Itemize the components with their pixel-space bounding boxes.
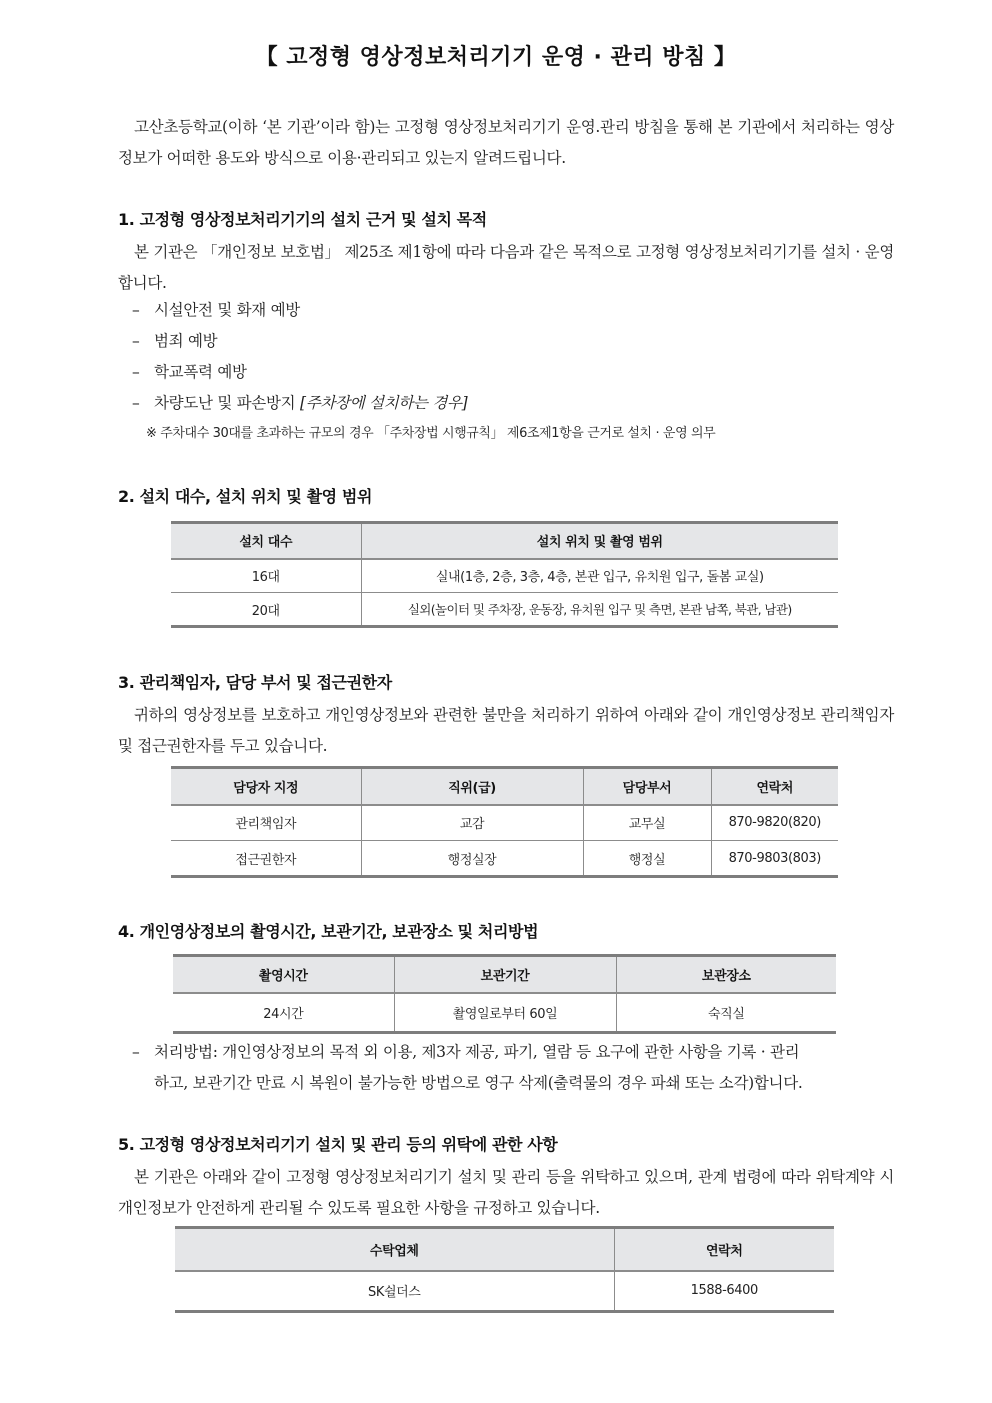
section-1-heading: 1. 고정형 영상정보처리기기의 설치 근거 및 설치 목적 — [118, 210, 487, 229]
column-header: 보관장소 — [616, 956, 836, 993]
table-cell: 실외(놀이터 및 주차장, 운동장, 유치원 입구 및 측면, 본관 남쪽, 북관, 남관) — [361, 593, 838, 627]
purpose-text: 시설안전 및 화재 예방 — [154, 301, 300, 319]
purpose-item — [132, 357, 247, 388]
section-2-heading: 2. 설치 대수, 설치 위치 및 촬영 범위 — [118, 487, 373, 506]
dash-icon: – — [132, 394, 140, 412]
table-cell: 실내(1층, 2층, 3층, 4층, 본관 입구, 유치원 입구, 돌봄 교실) — [361, 559, 838, 593]
dash-icon: – — [132, 332, 140, 350]
dash-icon: – — [132, 1043, 140, 1061]
section-3-heading: 3. 관리책임자, 담당 부서 및 접근권한자 — [118, 673, 392, 692]
table-cell: 행정실장 — [361, 841, 583, 877]
section-5-body: 본 기관은 아래와 같이 고정형 영상정보처리기기 설치 및 관리 등을 위탁하고 있으며, 관계 법령에 따라 위탁계약 시 개인정보가 안전하게 관리될 수 있도록 필요한 사항을 규정하고 있습니다. — [118, 1168, 894, 1217]
installation-table — [171, 521, 838, 628]
intro-paragraph: 고산초등학교(이하 ‘본 기관’이라 함)는 고정형 영상정보처리기기 운영.관리 방침을 통해 본 기관에서 처리하는 영상정보가 어떠한 용도와 방식으로 이용·관리되고 있는지 알려드립니다. — [118, 118, 894, 167]
column-header: 담당자 지정 — [171, 768, 361, 805]
table-cell: 교무실 — [583, 805, 711, 841]
table-cell: 숙직실 — [616, 993, 836, 1033]
purpose-note: [주차장에 설치하는 경우] — [299, 394, 468, 412]
column-header: 연락처 — [614, 1228, 834, 1271]
column-header: 촬영시간 — [173, 956, 394, 993]
table-row — [175, 1271, 834, 1312]
table-row — [171, 805, 838, 841]
manager-table — [171, 766, 838, 878]
column-header: 설치 위치 및 촬영 범위 — [361, 523, 838, 559]
parking-footnote: ※ 주차대수 30대를 초과하는 규모의 경우 「주차장법 시행규칙」 제6조제1항을 근거로 설치 · 운영 의무 — [146, 426, 716, 441]
purpose-item — [132, 326, 217, 357]
column-header: 연락처 — [711, 768, 838, 805]
column-header: 수탁업체 — [175, 1228, 614, 1271]
table-row — [171, 559, 838, 593]
table-cell: 1588-6400 — [614, 1271, 834, 1312]
processing-line-1: 처리방법: 개인영상정보의 목적 외 이용, 제3자 제공, 파기, 열람 등 요구에 관한 사항을 기록 · 관리 — [154, 1043, 800, 1061]
column-header: 설치 대수 — [171, 523, 361, 559]
contractor-table — [175, 1226, 834, 1313]
section-3-body: 귀하의 영상정보를 보호하고 개인영상정보와 관련한 불만을 처리하기 위하여 아래와 같이 개인영상정보 관리책임자 및 접근권한자를 두고 있습니다. — [118, 706, 894, 755]
dash-icon: – — [132, 301, 140, 319]
table-cell: 870-9820(820) — [711, 805, 838, 841]
table-cell: 교감 — [361, 805, 583, 841]
processing-line-2: 하고, 보관기간 만료 시 복원이 불가능한 방법으로 영구 삭제(출력물의 경우 파쇄 또는 소각)합니다. — [154, 1074, 803, 1092]
purpose-text: 범죄 예방 — [154, 332, 218, 350]
section-4-heading: 4. 개인영상정보의 촬영시간, 보관기간, 보관장소 및 처리방법 — [118, 922, 539, 941]
retention-table — [173, 954, 836, 1034]
table-cell: 접근권한자 — [171, 841, 361, 877]
section-1-body: 본 기관은 「개인정보 보호법」 제25조 제1항에 따라 다음과 같은 목적으로 고정형 영상정보처리기기를 설치 · 운영 합니다. — [118, 243, 894, 292]
processing-method — [132, 1037, 894, 1099]
table-cell: 행정실 — [583, 841, 711, 877]
column-header: 담당부서 — [583, 768, 711, 805]
table-row — [173, 993, 836, 1033]
purpose-item — [132, 295, 300, 326]
table-cell: 16대 — [171, 559, 361, 593]
purpose-text: 학교폭력 예방 — [154, 363, 247, 381]
table-cell: 24시간 — [173, 993, 394, 1033]
purpose-text: 차량도난 및 파손방지 — [154, 394, 296, 412]
table-cell: 20대 — [171, 593, 361, 627]
section-5-heading: 5. 고정형 영상정보처리기기 설치 및 관리 등의 위탁에 관한 사항 — [118, 1135, 558, 1154]
column-header: 보관기간 — [394, 956, 616, 993]
column-header: 직위(급) — [361, 768, 583, 805]
page-title: 【 고정형 영상정보처리기기 운영 · 관리 방침 】 — [255, 45, 737, 70]
table-cell: 관리책임자 — [171, 805, 361, 841]
table-cell: 촬영일로부터 60일 — [394, 993, 616, 1033]
dash-icon: – — [132, 363, 140, 381]
table-row — [171, 593, 838, 627]
table-row — [171, 841, 838, 877]
purpose-item — [132, 388, 467, 419]
table-cell: 870-9803(803) — [711, 841, 838, 877]
table-cell: SK쉴더스 — [175, 1271, 614, 1312]
